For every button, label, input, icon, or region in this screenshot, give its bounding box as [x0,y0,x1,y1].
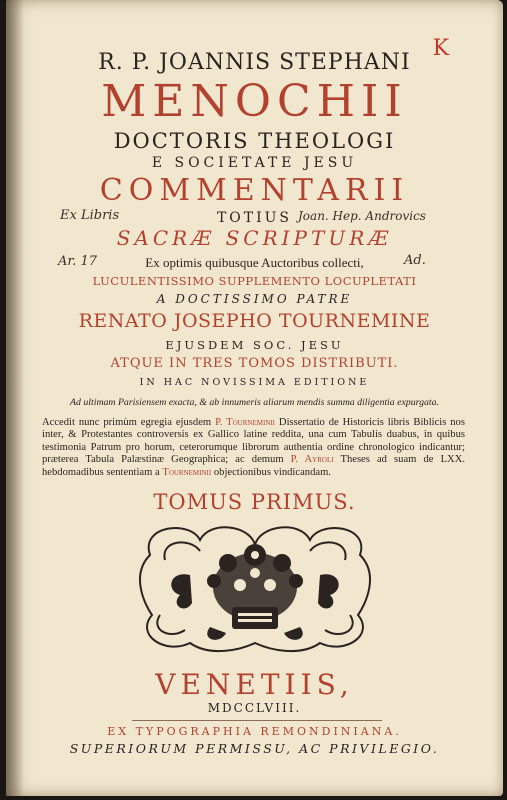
owner-handwritten: Joan. Hep. Androvics [298,209,426,223]
paragraph-text-3: Theses ad suam de LXX. hebdomadibus sententiam a [42,454,465,478]
corner-mark-handwritten: K [432,36,449,61]
author-line: R. P. JOANNIS STEPHANI [98,50,411,75]
paragraph-text-2: Dissertatio de Historicis libris Biblicis nos inter, & Protestantes controversis ex Gallico latine reddita, una cum Tabulis duabus, in quibus testimonia Patrum pro horum, ceterorumque librorum authentia ordine chronologico indicantur; præterea Tabula Palæstinæ Geographica; ac demum [42,417,465,466]
woodcut-vignette [130,515,380,657]
accedit-paragraph [42,417,465,479]
novissima-line: IN HAC NOVISSIMA EDITIONE [139,377,370,388]
permission-line: SUPERIORUM PERMISSU, AC PRIVILEGIO. [69,741,440,756]
mark-handwritten: Ad. [404,253,426,268]
paragraph-red-name-3: Tourneminii [162,466,212,478]
paragraph-red-name-2: P. Ayroli [290,454,334,466]
totius-line: TOTIUS [216,210,293,226]
place-line: VENETIIS, [155,668,354,701]
sacrae-scripturae-line: SACRÆ SCRIPTURÆ [116,226,393,250]
tournemine-line: RENATO JOSEPHO TOURNEMINE [78,310,431,332]
paragraph-red-name-1: P. Tourneminii [215,417,276,428]
paragraph-text-1: Accedit nunc primùm egregia ejusdem [42,417,212,428]
commentarii-line: COMMENTARII [99,173,410,208]
volume-line: TOMUS PRIMUS. [153,490,356,514]
author-surname: MENOCHII [101,76,408,127]
ex-libris-handwritten: Ex Libris [60,208,120,223]
title-page [6,0,503,796]
number-handwritten: Ar. 17 [58,254,97,269]
rule-upper [132,720,382,721]
date-line: MDCCLVIII. [207,701,302,715]
paragraph-text-4: objectionibus vindicandam. [213,466,331,478]
expurgata-line: Ad ultimam Parisiensem exacta, & ab innumeris aliarum mendis summa diligentia expurgata. [70,397,439,408]
ejusdem-line: EJUSDEM SOC. JESU [165,338,344,352]
distributi-line: ATQUE IN TRES TOMOS DISTRIBUTI. [110,356,399,371]
printer-line: EX TYPOGRAPHIA REMONDINIANA. [107,725,402,738]
doctissimo-line: A DOCTISSIMO PATRE [156,292,353,306]
order-line: E SOCIETATE JESU [151,155,358,171]
author-title-line: DOCTORIS THEOLOGI [113,129,396,153]
collecti-line: Ex optimis quibusque Auctoribus collecti, [145,255,364,270]
supplemento-line: LUCULENTISSIMO SUPPLEMENTO LOCUPLETATI [92,274,417,288]
